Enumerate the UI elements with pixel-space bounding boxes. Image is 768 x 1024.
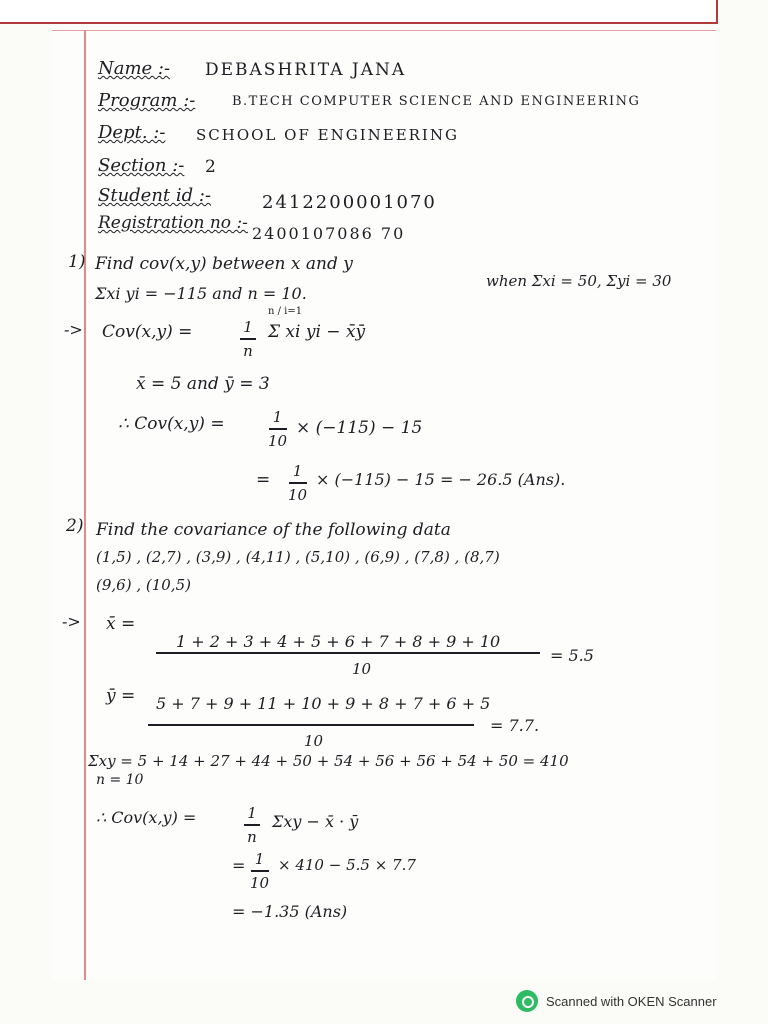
scanner-text: Scanned with OKEN Scanner [546, 993, 717, 1009]
fraction-denominator: 10 [288, 485, 308, 504]
fraction-denominator: 10 [268, 431, 288, 450]
q2-cov-result: = −1.35 (Ans) [232, 902, 348, 921]
q2-cov-lhs: ∴ Cov(x,y) = [96, 808, 197, 827]
q1-step2-eq: = [256, 470, 271, 490]
q2-ybar-fraction-bar [148, 724, 474, 726]
fraction-numerator: 1 [243, 318, 253, 336]
registration-label: Registration no :- [98, 213, 248, 233]
q1-given-right: when Σxi = 50, Σyi = 30 [486, 272, 672, 290]
q2-arrow: -> [62, 612, 81, 631]
q2-number: 2) [66, 516, 84, 536]
oken-scanner-logo-icon [516, 990, 538, 1012]
q2-ybar-numerator: 5 + 7 + 9 + 11 + 10 + 9 + 8 + 7 + 6 + 5 [156, 694, 491, 713]
fraction-numerator: 1 [254, 850, 265, 868]
program-value: B.TECH COMPUTER SCIENCE AND ENGINEERING [232, 94, 641, 109]
scanner-footer [516, 990, 717, 1012]
fraction-bar [269, 428, 287, 430]
q1-step1-rest: × (−115) − 15 [296, 418, 423, 438]
q1-means: x̄ = 5 and ȳ = 3 [136, 374, 270, 394]
fraction-bar [240, 338, 256, 340]
section-label: Section :- [98, 155, 185, 176]
student-id-label: Student id :- [98, 185, 212, 206]
program-label: Program :- [98, 90, 196, 111]
fraction-bar [251, 870, 269, 872]
section-value: 2 [205, 157, 218, 177]
dept-value: SCHOOL OF ENGINEERING [196, 126, 459, 144]
q2-xbar-fraction-bar [156, 652, 540, 654]
q2-cov-step-fraction [250, 850, 269, 892]
fraction-denominator: n [243, 341, 253, 360]
q2-ybar-lhs: ȳ = [106, 686, 136, 706]
dept-label: Dept. :- [98, 122, 166, 143]
q1-question-line1: Find cov(x,y) between x and y [95, 254, 353, 274]
q2-xbar-numerator: 1 + 2 + 3 + 4 + 5 + 6 + 7 + 8 + 9 + 10 [176, 632, 501, 651]
q2-cov-step-rest: × 410 − 5.5 × 7.7 [278, 856, 416, 874]
q2-n-value: n = 10 [96, 772, 144, 788]
q2-xbar-result: = 5.5 [550, 646, 594, 665]
q2-cov-rest: Σxy − x̄ · ȳ [272, 812, 359, 831]
q1-step1-fraction [268, 408, 287, 450]
q2-sum-xy: Σxy = 5 + 14 + 27 + 44 + 50 + 54 + 56 + 56 + 54 + 50 = 410 [88, 752, 569, 770]
fraction-numerator: 1 [272, 408, 283, 426]
q2-question-line1: Find the covariance of the following data [96, 520, 451, 540]
q1-step1-lhs: ∴ Cov(x,y) = [118, 414, 225, 434]
margin-line [84, 30, 86, 980]
q2-question-line3: (9,6) , (10,5) [96, 576, 191, 594]
name-label: Name :- [98, 58, 171, 79]
student-id-value: 2412200001070 [262, 192, 437, 213]
fraction-denominator: 10 [250, 873, 270, 892]
fraction-bar [244, 824, 260, 826]
fraction-bar [289, 482, 307, 484]
q2-ybar-result: = 7.7. [490, 716, 540, 735]
name-value: DEBASHRITA JANA [205, 60, 407, 80]
q2-ybar-denominator: 10 [304, 732, 324, 750]
q2-xbar-lhs: x̄ = [106, 614, 136, 634]
fraction-numerator: 1 [247, 804, 257, 822]
q1-sum-limits: n / i=1 [268, 306, 303, 317]
q1-number: 1) [68, 252, 86, 272]
q2-xbar-denominator: 10 [352, 660, 372, 678]
q1-formula-sum: Σ xi yi − x̄ȳ [268, 322, 366, 342]
q1-step2-fraction [288, 462, 307, 504]
q2-question-line2: (1,5) , (2,7) , (3,9) , (4,11) , (5,10) , (6,9) , (7,8) , (8,7) [96, 548, 500, 566]
q1-formula-lhs: Cov(x,y) = [102, 322, 193, 342]
fraction-numerator: 1 [292, 462, 303, 480]
q1-arrow: -> [64, 320, 83, 339]
fraction-denominator: n [247, 827, 257, 846]
top-paper-edge [0, 0, 718, 24]
q1-question-line2: Σxi yi = −115 and n = 10. [95, 284, 307, 303]
q1-formula-fraction [240, 318, 256, 360]
q2-cov-fraction [244, 804, 260, 846]
registration-value: 2400107086 70 [252, 224, 406, 243]
q1-step2-rest: × (−115) − 15 = − 26.5 (Ans). [316, 470, 566, 489]
q2-cov-step-eq: = [232, 856, 246, 875]
